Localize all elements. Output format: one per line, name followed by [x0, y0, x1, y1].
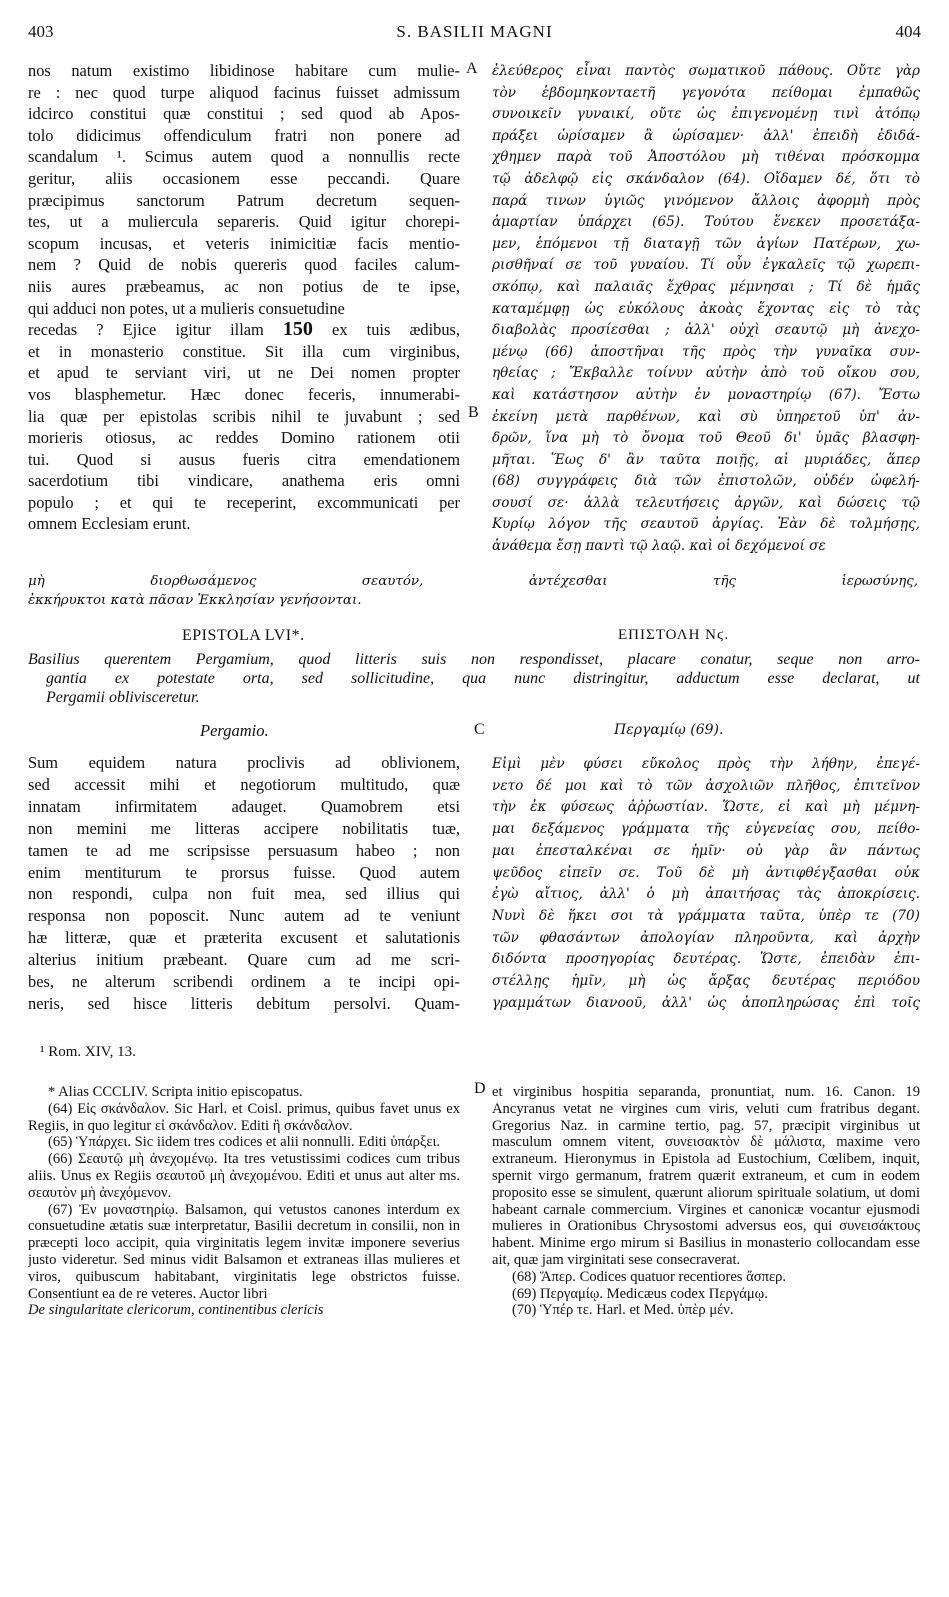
text-line: populo ; et qui te receperint, excommunicati per [28, 492, 460, 512]
latin-column-middle [28, 752, 460, 1017]
text-line: scandalum ¹. Scimus autem quod a nonnullis recte [28, 147, 460, 167]
text-line: vos blasphemetur. Hæc donec feceris, innumerabi- [28, 384, 460, 404]
addressee-latin: Pergamio. [200, 721, 269, 740]
epistola-title-greek: ΕΠΙΣΤΟΛΗ Νϛ. [618, 627, 730, 643]
text-line: innatam infirmitatem adauget. Quamobrem etsi [28, 796, 460, 816]
text-line: μαι δεξάμενος γράμματα τῆς εὐγενείας σου, πείθο- [492, 821, 920, 838]
text-line: præcipimus sanctorum Patrum decretum sequen- [28, 190, 460, 210]
epistola-title-latin: EPISTOLA LVI*. [182, 627, 305, 644]
summary-line: Basilius querentem Pergamium, quod litteris suis non respondisset, placare conatur, seque non arro- [28, 651, 920, 668]
text-line: ἐκκήρυκτοι κατὰ πᾶσαν Ἐκκλησίαν γενήσονται. [28, 593, 362, 608]
text-line: ρισθῆναί σε τοῦ γυναίου. Τί οὖν ἐγκαλεῖς τῷ χωρεπι- [492, 257, 920, 274]
text-fragment: ex tuis ædibus, [312, 320, 460, 340]
text-line: τῶν φθασάντων ἀπολογίαν πληροῦντα, καὶ ἀρχὴν [492, 929, 920, 946]
text-line: nos natum existimo libidinose habitare cum mulie- [28, 61, 460, 80]
greek-column-middle [492, 754, 920, 1019]
text-line: τὸν ἑβδομηκονταετῆ γεγονότα πείθομαι ἐμπαθῶς [492, 84, 920, 101]
text-line: καταμέμφῃ ὡς εὐκόλους ἀκοὰς ἔχοντας εἰς τὸ τὰς [492, 300, 920, 317]
text-line: δρῶν, ἵνα μὴ τὸ ὄνομα τοῦ Θεοῦ δι' ὑμᾶς βλασφη- [492, 430, 920, 447]
text-line: σουσί σε· ἀλλὰ τελευτήσεις ἀργῶν, καὶ δώσεις τῷ [492, 494, 920, 511]
running-title: S. BASILII MAGNI [396, 22, 553, 41]
page-header [28, 22, 921, 42]
greek-spanning-lines [28, 572, 918, 610]
text-line: non memini me litteras accipere nobilitatis tuæ, [28, 818, 460, 838]
text-line: Κυρίῳ λόγον τῆς σεαυτοῦ ἀργίας. Ἐὰν δὲ τολμήσῃς, [492, 516, 920, 533]
text-line: hæ litteræ, quæ et præterita excusent et salutationis [28, 928, 460, 948]
text-line: νετο δέ μοι καὶ τὸ τῶν ἀσχολιῶν πλῆθος, ἐπιτεῖνον [492, 777, 920, 794]
text-line: re : nec quod turpe aliquod facinus fuisset admissum [28, 82, 460, 102]
text-line: σκόπῳ, καὶ παλαιᾶς ἔχθρας μέμνησαι ; Τί δὲ ἡμᾶς [492, 278, 920, 295]
margin-marker-b: B [468, 404, 479, 421]
text-line: ἐγὼ αἴτιος, ἀλλ' ὁ μὴ ἀπαιτήσας τὰς ἀποκρίσεις. [492, 886, 920, 903]
text-line: sacerdotium tibi vindicare, anathema eris omni [28, 471, 460, 491]
text-line: στέλλῃς ἡμῖν, μὴ ὡς ἄρξας δευτέρας περιόδου [492, 973, 920, 990]
text-line: χθημεν παρὰ τοῦ Ἀποστόλου μὴ τιθέναι πρόσκομμα [492, 149, 920, 166]
text-line: bes, ne alterum scribendi ordinem a te incipi opi- [28, 972, 460, 992]
text-line: ἐκείνη μετὰ παρθένων, καὶ σὺ ὑπηρετοῦ ὑπ' ἀν- [492, 408, 920, 425]
page-number-right: 404 [895, 22, 921, 41]
note-paragraph: (67) Ἐν μοναστηρίῳ. Balsamon, qui vetustos canones interdum ex consuetudine ætatis suæ interpretatur, Basilii decretum in consilii, non in præcepti loco accipit, quia virginitatis legem invitæ imponere severius justo videretur. Sed minus vidit Balsamon et extraneas illas mulieres et viros, quibuscum habitabant, virginitatis lege obstrictos fuisse. Consentiunt ea de re veteres. Auctor libri [28, 1201, 460, 1302]
text-line: τὴν ἐκ φύσεως ἀῤῥωστίαν. Ὥστε, εἰ καὶ μὴ μέμνη- [492, 799, 920, 816]
text-line: idcirco constitui quæ constitui ; sed quod ab Apos- [28, 104, 460, 124]
text-line: tamen te ad me scripsisse persuasum habeo ; non [28, 840, 460, 860]
text-line: διαβολὰς προσίεσθαι ; ἀλλ' οὐχὶ σεαυτῷ μὴ ἀνεχο- [492, 322, 920, 339]
note-paragraph: (70) Ὑπέρ τε. Harl. et Med. ὑπὲρ μέν. [512, 1302, 734, 1319]
text-line: scopum incusas, et veteris inimicitiæ facis mentio- [28, 233, 460, 253]
addressee-greek: Περγαμίῳ (69). [614, 722, 724, 738]
text-line [28, 319, 460, 341]
summary-line: gantia ex potestate orta, sed sollicitudine, qua nunc distringitur, adductum esse declarat, ut [46, 670, 920, 687]
text-line: et in monasterio constitue. Sit illa cum virginibus, [28, 341, 460, 361]
text-line: lia quæ per epistolas scribis nihil te juvabunt ; sed [28, 406, 460, 426]
text-line: συνοικεῖν γυναικί, οὔτε ὡς ἐπιγενομένῃ τινὶ ἀτόπῳ [492, 106, 920, 123]
text-line: ψεῦδος εἰπεῖν σε. Τοῦ δὲ μὴ ἀντιφθέγξασθαι οὐκ [492, 864, 920, 881]
text-line: μῆται. Ἕως δ' ἂν ταῦτα ποιῇς, αἱ μυριάδες, ἅπερ [492, 451, 920, 468]
text-line: γραμμάτων διανοοῦ, ἀλλ' ὡς ἀποπληρώσας ἐπὶ τοῖς [492, 994, 920, 1011]
text-line: responsa non poposcit. Nunc autem ad te veniunt [28, 906, 460, 926]
text-line: μεν, ἑπόμενοι τῇ διαταγῇ τῶν ἁγίων Πατέρων, χω- [492, 235, 920, 252]
text-line: et apud te serviant viri, ut ne Dei nomen propter [28, 363, 460, 383]
greek-column-top [492, 61, 920, 569]
text-line: παρά τινων ὑγιῶς γινόμενον ἄλλοις ἀφορμὴ πρὸς [492, 192, 920, 209]
note-paragraph: (65) Ὑπάρχει. Sic iidem tres codices et alii nonnulli. Editi ὑπάρξει. [48, 1134, 441, 1151]
note-paragraph: (66) Σεαυτῷ μὴ ἀνεχομένῳ. Ita tres vetustissimi codices cum tribus aliis. Unus ex Regiis σεαυτοῦ μὴ ἀνεχομένου. Editi et unus aut alter ms. σεαυτὸν μὴ ἀνεχόμενον. [28, 1151, 460, 1201]
note-paragraph: (64) Εἰς σκάνδαλον. Sic Harl. et Coisl. primus, quibus favet unus ex Regiis, in quo legitur εἰ σκάνδαλον. Editi ἢ σκάνδαλον. [28, 1100, 460, 1134]
text-fragment: recedas ? Ejice igitur illam [28, 320, 283, 340]
text-line: πράξει ὡρίσαμεν ἃ ὡρίσαμεν· ἀλλ' ἐπειδὴ ἐδιδά- [492, 127, 920, 144]
latin-column-top [28, 60, 460, 568]
note-paragraph: et virginibus hospitia separanda, pronuntiat, num. 16. Canon. 19 Ancyranus vetat ne virgines cum viris, veluti cum fratribus degant. Gregorius Naz. in carmine tertio, pag. 57, præcipit virginibus ut masculum omnem vitent, συνεισακτὸν δὲ μάλιστα, maxime vero extraneum. Hieronymus in Epistola ad Eustochium, Cœlibem, inquit, spernit virgo germanum, fratrem quærit extraneum, et cum in eodem proposito esse se simulent, quærunt aliorum spirituale solatium, ut domi habeant carnale commercium. Virgines et canonicæ vocantur ejusmodi mulieres in Orationibus Chrysostomi adversus eos, qui συνεισάκτους habent. Minime ergo mirum si Basilius in monasterio collocandam esse ait, quæ jam virginitati sese consecraverat. [492, 1084, 920, 1268]
text-line: tes, ut a muliercula separeris. Quid igitur chorepi- [28, 212, 460, 232]
text-line: niis aures præbeamus, ac non potius de te ipse, [28, 276, 460, 296]
text-line: διδόντα προσηγορίας δευτέρας. Ὥστε, ἐπειδὰν ἐπι- [492, 951, 920, 968]
text-line: Νυνὶ δὲ ἥκει σοι τὰ γράμματα ταῦτα, ὑπὲρ τε (70) [492, 907, 920, 924]
text-line: neris, sed hisce litteris debitum persolvi. Quam- [28, 993, 460, 1013]
note-paragraph: De singularitate clericorum, continentibus clericis [28, 1302, 324, 1319]
text-line: (68) συγγράφεις διὰ τῶν ἐπιστολῶν, οὐδέν ὠφελή- [492, 473, 920, 490]
text-line: ηθείας ; Ἔκβαλλε τοίνυν αὐτὴν ἀπὸ τοῦ οἴκου σου, [492, 365, 920, 382]
margin-marker-d: D [474, 1080, 486, 1097]
page-number-left: 403 [28, 22, 54, 41]
text-line: ἐλεύθερος εἶναι παντὸς σωματικοῦ πάθους. Οὔτε γὰρ [492, 63, 920, 79]
text-line: μένῳ (66) ἀποστῆναι τῆς πρὸς τὴν γυναῖκα συν- [492, 343, 920, 360]
notes-column-right [492, 1084, 920, 1464]
text-line: Εἰμὶ μὲν φύσει εὔκολος πρὸς τὴν λήθην, ἐπεγέ- [492, 756, 920, 772]
text-line: morieris otiosus, ac reddes Domino rationem otii [28, 428, 460, 448]
note-paragraph: * Alias CCCLIV. Scripta initio episcopatus. [48, 1084, 303, 1100]
margin-marker-a: A [466, 60, 478, 77]
text-line: alterius initium præbeant. Quare cum ad me scri- [28, 950, 460, 970]
footnote-reference: ¹ Rom. XIV, 13. [40, 1044, 136, 1060]
notes-column-left [28, 1084, 460, 1514]
margin-marker-c: C [474, 721, 485, 738]
text-line: μαι ἐπεσταλκέναι σε ἡμῖν· οὐ γὰρ ἂν πάντως [492, 842, 920, 859]
text-line: Sum equidem natura proclivis ad oblivionem, [28, 753, 460, 772]
column-number: 150 [282, 318, 313, 341]
note-paragraph: (68) Ἅπερ. Codices quatuor recentiores ἅσπερ. [512, 1268, 787, 1285]
text-line: ἁμαρτίαν ὑπάρχει (65). Τούτου ἕνεκεν προσετάξα- [492, 214, 920, 231]
text-line: sed accessit mihi et negotiorum multitudo, quæ [28, 774, 460, 794]
text-line: ἀνάθεμα ἔσῃ παντὶ τῷ λαῷ. καὶ οἱ δεχόμενοί σε [492, 538, 826, 555]
text-line: non respondi, culpa non fuit mea, sed illius qui [28, 884, 460, 904]
text-line: qui adduci non potes, ut a mulieris consuetudine [28, 298, 345, 318]
text-line: geritur, aliis occasionem esse peccandi. Quare [28, 168, 460, 188]
text-line: tui. Quod si ausus fueris citra emendationem [28, 449, 460, 469]
text-line: enim mentiturum te prorsus fuisse. Quod autem [28, 862, 460, 882]
epistola-summary [28, 650, 920, 707]
text-line: tolo didicimus offendiculum fratri non ponere ad [28, 125, 460, 145]
note-paragraph: (69) Περγαμίῳ. Medicæus codex Περγάμῳ. [512, 1285, 768, 1302]
text-line: omnem Ecclesiam erunt. [28, 514, 191, 534]
text-line: μὴ διορθωσάμενος σεαυτόν, ἀντέχεσθαι τῆς ἱερωσύνης, [28, 574, 918, 589]
text-line: καὶ κατάστησον αὐτὴν ἐν μοναστηρίῳ (67). Ἔστω [492, 386, 920, 403]
text-line: nem ? Quid de nobis quereris quod faciles calum- [28, 255, 460, 275]
text-line: τῷ ἀδελφῷ εἰς σκάνδαλον (64). Οἴδαμεν δέ, ὅτι τὸ [492, 170, 920, 187]
summary-line: Pergamii oblivisceretur. [46, 689, 200, 706]
